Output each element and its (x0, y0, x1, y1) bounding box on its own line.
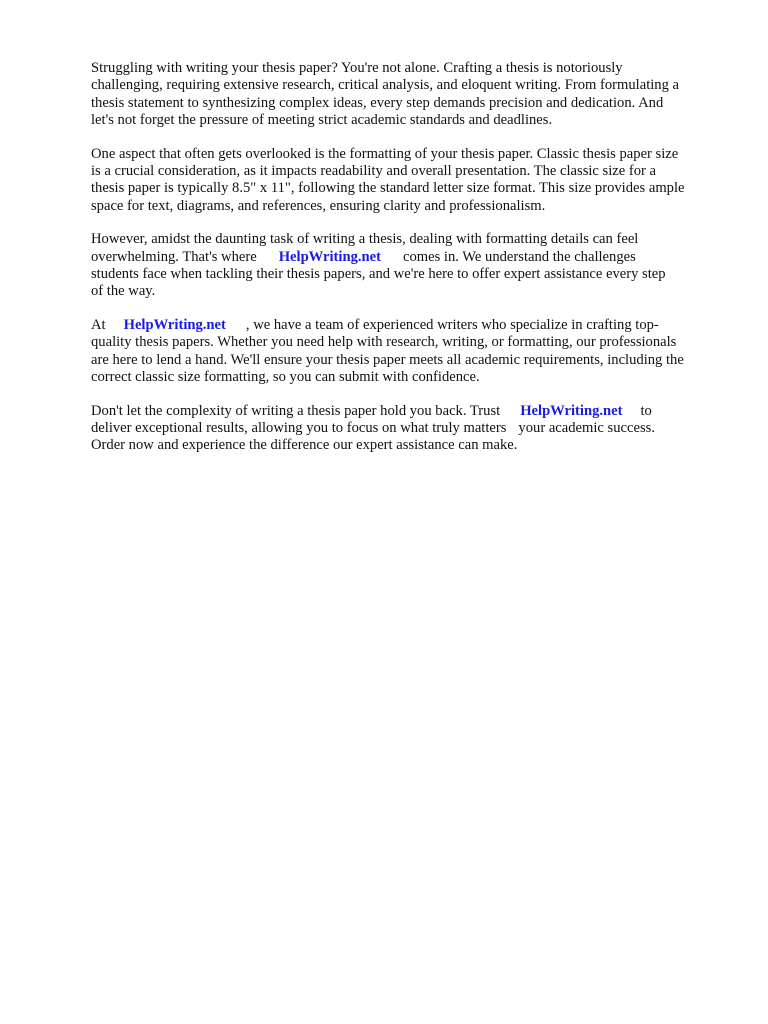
text-segment: Don't let the complexity of writing a thesis paper hold you back. Trust (91, 402, 501, 419)
text-segment: overwhelming. That's where (91, 248, 257, 265)
text-line: students face when tackling their thesis papers, and we're here to offer expert assistance every step (91, 266, 666, 283)
text-segment: , we have a team of experienced writers who specialize in crafting top- (245, 316, 659, 333)
text-segment: comes in. We understand the challenges (402, 248, 636, 265)
text-line: correct classic size formatting, so you can submit with confidence. (91, 369, 480, 386)
text-line: of the way. (91, 283, 156, 300)
text-line (91, 420, 731, 437)
helpwriting-link[interactable]: HelpWriting.net (278, 248, 381, 265)
text-line (91, 403, 731, 420)
text-line: let's not forget the pressure of meeting strict academic standards and deadlines. (91, 112, 553, 129)
text-line: One aspect that often gets overlooked is the formatting of your thesis paper. Classic thesis paper size (91, 145, 679, 162)
text-line: space for text, diagrams, and references, ensuring clarity and professionalism. (91, 197, 546, 214)
text-line: thesis statement to synthesizing complex ideas, every step demands precision and dedication. And (91, 94, 664, 111)
text-line: challenging, requiring extensive research, critical analysis, and eloquent writing. From formulating a (91, 77, 680, 94)
text-line: quality thesis papers. Whether you need help with research, writing, or formatting, our professionals (91, 334, 677, 351)
text-line (91, 249, 731, 266)
text-line: thesis paper is typically 8.5" x 11", following the standard letter size format. This size provides ample (91, 180, 685, 197)
text-line: Order now and experience the difference our expert assistance can make. (91, 437, 518, 454)
text-line: is a crucial consideration, as it impacts readability and overall presentation. The classic size for a (91, 163, 657, 180)
paragraph-team (91, 317, 731, 387)
text-line: are here to lend a hand. We'll ensure your thesis paper meets all academic requirements, including the (91, 351, 684, 368)
paragraph-formatting (91, 146, 731, 216)
helpwriting-link[interactable]: HelpWriting.net (520, 402, 623, 419)
text-line (91, 317, 731, 334)
paragraph-intro (91, 60, 731, 130)
text-line: However, amidst the daunting task of writing a thesis, dealing with formatting details can feel (91, 231, 639, 248)
document-body (91, 60, 731, 471)
text-segment: deliver exceptional results, allowing you to focus on what truly matters (91, 419, 507, 436)
helpwriting-link[interactable]: HelpWriting.net (123, 316, 226, 333)
text-segment: to (640, 402, 652, 419)
paragraph-closing (91, 403, 731, 455)
paragraph-overwhelming (91, 231, 731, 301)
text-line: Struggling with writing your thesis paper? You're not alone. Crafting a thesis is notoriously (91, 60, 623, 76)
text-segment: At (91, 316, 106, 333)
text-segment: your academic success. (518, 419, 655, 436)
